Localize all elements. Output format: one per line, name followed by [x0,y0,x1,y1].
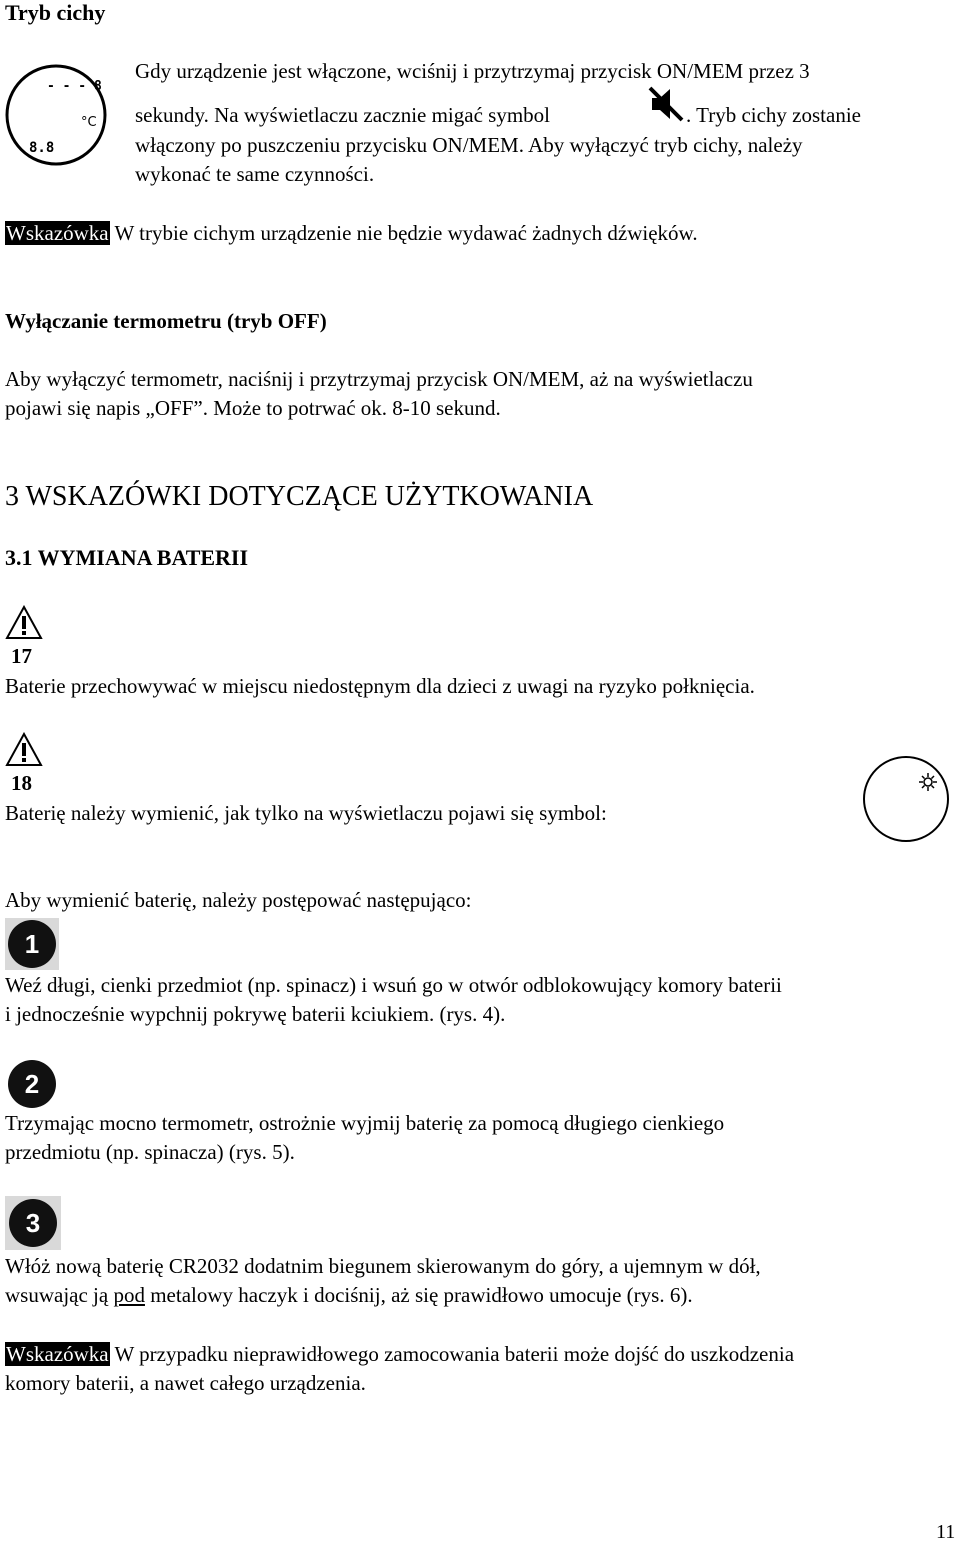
step-number-3-icon: 3 [9,1199,57,1247]
silent-mode-line-3: włączony po puszczeniu przycisku ON/MEM. Aby wyłączyć tryb cichy, należy [135,133,803,157]
display-top-digits: - - - 8 [47,79,102,94]
warning-18-text: Baterię należy wymienić, jak tylko na wyświetlaczu pojawi się symbol: [5,801,607,825]
warning-number-17: 17 [11,644,32,668]
note-text: W trybie cichym urządzenie nie będzie wydawać żadnych dźwięków. [109,221,698,245]
section-title-off-mode: Wyłączanie termometru (tryb OFF) [5,309,327,333]
thermometer-display-illustration [3,60,109,170]
final-note-text: W przypadku nieprawidłowego zamocowania baterii może dojść do uszkodzenia [109,1342,795,1366]
step-number-2-icon: 2 [8,1060,56,1108]
silent-mode-line-2a: sekundy. Na wyświetlaczu zacznie migać symbol [135,103,550,127]
warning-triangle-icon [5,605,43,640]
step-2-line-2: przedmiotu (np. spinacza) (rys. 5). [5,1140,295,1164]
step-3-line-1: Włóż nową baterię CR2032 dodatnim biegunem skierowanym do góry, a ujemnym w dół, [5,1254,761,1278]
final-note-line-2: komory baterii, a nawet całego urządzenia. [5,1371,366,1395]
warning-triangle-icon [5,732,43,767]
off-mode-line-2: pojawi się napis „OFF”. Może to potrwać ok. 8-10 sekund. [5,396,501,420]
warning-17-text: Baterie przechowywać w miejscu niedostępnym dla dzieci z uwagi na ryzyko połknięcia. [5,674,755,698]
step-3-line-2-start: wsuwając ją [5,1283,114,1307]
step-2-line-1: Trzymając mocno termometr, ostrożnie wyjmij baterię za pomocą długiego cienkiego [5,1111,725,1135]
note-badge: Wskazówka [6,1342,109,1366]
section-3-heading: 3 WSKAZÓWKI DOTYCZĄCE UŻYTKOWANIA [5,481,594,512]
section-3-1-heading: 3.1 WYMIANA BATERII [5,545,249,570]
battery-low-display-illustration [862,755,950,843]
step-number-1-icon: 1 [8,920,56,968]
note-badge: Wskazówka [6,221,109,245]
step-1-line-1: Weź długi, cienki przedmiot (np. spinacz) i wsuń go w otwór odblokowujący komory baterii [5,973,782,997]
display-bottom-digits: 8.8 [29,140,55,156]
silent-mode-line-4: wykonać te same czynności. [135,162,375,186]
warning-number-18: 18 [11,771,32,795]
step-3-line-2 [5,1281,693,1310]
page-number: 11 [936,1521,956,1543]
replace-intro: Aby wymienić baterię, należy postępować następująco: [5,888,472,912]
section-title-silent-mode: Tryb cichy [5,0,106,25]
step-1-line-2: i jednocześnie wypchnij pokrywę baterii kciukiem. (rys. 4). [5,1002,506,1026]
sun-battery-icon [919,773,937,791]
silent-mode-note [5,219,698,248]
off-mode-line-1: Aby wyłączyć termometr, naciśnij i przytrzymaj przycisk ON/MEM, aż na wyświetlaczu [5,367,753,391]
silent-mode-line-2b: . Tryb cichy zostanie [686,103,861,127]
silent-mode-line-1: Gdy urządzenie jest włączone, wciśnij i przytrzymaj przycisk ON/MEM przez 3 [135,59,810,83]
step-3-line-2-end: metalowy haczyk i dociśnij, aż się prawidłowo umocuje (rys. 6). [144,1283,693,1307]
display-unit: °C [81,115,97,130]
final-note-line-1 [5,1340,794,1369]
step-3-underlined-word: pod [113,1283,145,1307]
speaker-muted-icon [648,85,686,123]
